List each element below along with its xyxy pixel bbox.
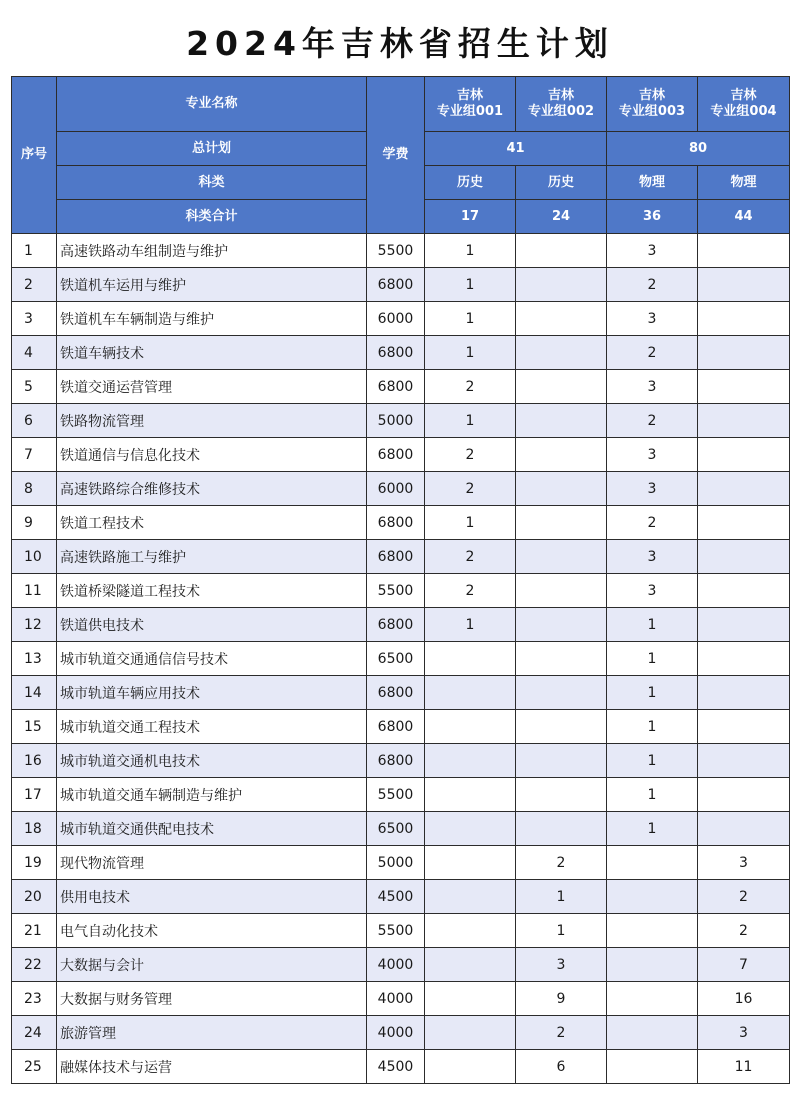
major-name: 现代物流管理 xyxy=(57,846,367,880)
group-1-count xyxy=(425,948,516,982)
group-3-count: 3 xyxy=(607,472,698,506)
table-row xyxy=(12,846,790,880)
tuition-fee: 6800 xyxy=(367,438,425,472)
tuition-fee: 6800 xyxy=(367,744,425,778)
group-4-count: 16 xyxy=(698,982,790,1016)
group-4-category: 物理 xyxy=(698,166,790,200)
row-number: 8 xyxy=(12,472,57,506)
group-1-count xyxy=(425,812,516,846)
table-row xyxy=(12,268,790,302)
group-3-count xyxy=(607,982,698,1016)
group-3-count: 3 xyxy=(607,438,698,472)
group-4-category-total: 44 xyxy=(698,200,790,234)
group-2-count xyxy=(516,676,607,710)
major-name: 供用电技术 xyxy=(57,880,367,914)
row-number: 16 xyxy=(12,744,57,778)
table-row xyxy=(12,1050,790,1084)
group-3-code: 专业组003 xyxy=(618,104,686,119)
row-number: 7 xyxy=(12,438,57,472)
major-name: 铁道机车车辆制造与维护 xyxy=(57,302,367,336)
group-3-count: 3 xyxy=(607,302,698,336)
table-row xyxy=(12,472,790,506)
major-name: 城市轨道交通机电技术 xyxy=(57,744,367,778)
row-number: 23 xyxy=(12,982,57,1016)
group-2-count xyxy=(516,404,607,438)
tuition-fee: 6000 xyxy=(367,472,425,506)
tuition-fee: 4000 xyxy=(367,982,425,1016)
group-3-count: 1 xyxy=(607,778,698,812)
group-1-category-total: 17 xyxy=(425,200,516,234)
table-row xyxy=(12,574,790,608)
table-row xyxy=(12,370,790,404)
group-1-count: 2 xyxy=(425,438,516,472)
major-name: 旅游管理 xyxy=(57,1016,367,1050)
group-1-count xyxy=(425,880,516,914)
group-4-count xyxy=(698,744,790,778)
table-row xyxy=(12,744,790,778)
tuition-fee: 6800 xyxy=(367,370,425,404)
table-row xyxy=(12,540,790,574)
table-row xyxy=(12,234,790,268)
group-2-category-total: 24 xyxy=(516,200,607,234)
row-number: 6 xyxy=(12,404,57,438)
group-2-count xyxy=(516,472,607,506)
tuition-fee: 4500 xyxy=(367,1050,425,1084)
row-number: 2 xyxy=(12,268,57,302)
header-group-1 xyxy=(425,77,516,132)
group-4-count: 11 xyxy=(698,1050,790,1084)
group-4-name: 吉林 xyxy=(730,88,757,103)
table-row xyxy=(12,438,790,472)
row-number: 21 xyxy=(12,914,57,948)
group-4-count xyxy=(698,302,790,336)
major-name: 高速铁路综合维修技术 xyxy=(57,472,367,506)
table-body xyxy=(12,234,790,1084)
row-number: 15 xyxy=(12,710,57,744)
major-name: 城市轨道交通供配电技术 xyxy=(57,812,367,846)
group-2-count xyxy=(516,642,607,676)
group-2-count xyxy=(516,744,607,778)
group-2-count xyxy=(516,710,607,744)
group-2-count xyxy=(516,268,607,302)
row-number: 17 xyxy=(12,778,57,812)
group-2-count xyxy=(516,812,607,846)
group-2-count xyxy=(516,302,607,336)
group-3-count xyxy=(607,914,698,948)
page-title: 2024年吉林省招生计划 xyxy=(186,24,614,63)
group-2-code: 专业组002 xyxy=(527,104,595,119)
group-3-count: 1 xyxy=(607,812,698,846)
major-name: 城市轨道交通通信信号技术 xyxy=(57,642,367,676)
table-row xyxy=(12,914,790,948)
group-4-count xyxy=(698,642,790,676)
group-1-count xyxy=(425,744,516,778)
major-name: 铁道通信与信息化技术 xyxy=(57,438,367,472)
row-number: 18 xyxy=(12,812,57,846)
group-4-count xyxy=(698,506,790,540)
row-number: 19 xyxy=(12,846,57,880)
group-4-count xyxy=(698,710,790,744)
major-name: 融媒体技术与运营 xyxy=(57,1050,367,1084)
group-1-count xyxy=(425,1016,516,1050)
row-number: 3 xyxy=(12,302,57,336)
group-2-count: 3 xyxy=(516,948,607,982)
group-1-count: 1 xyxy=(425,404,516,438)
group-3-count: 2 xyxy=(607,404,698,438)
tuition-fee: 5500 xyxy=(367,234,425,268)
group-2-count: 9 xyxy=(516,982,607,1016)
group-1-count xyxy=(425,710,516,744)
group-4-count xyxy=(698,540,790,574)
table-row xyxy=(12,812,790,846)
major-name: 高速铁路施工与维护 xyxy=(57,540,367,574)
group-3-category: 物理 xyxy=(607,166,698,200)
group-4-code: 专业组004 xyxy=(710,104,777,119)
group-3-count: 1 xyxy=(607,676,698,710)
tuition-fee: 6800 xyxy=(367,676,425,710)
header-total-plan: 总计划 xyxy=(57,132,367,166)
row-number: 24 xyxy=(12,1016,57,1050)
major-name: 大数据与会计 xyxy=(57,948,367,982)
group-4-count xyxy=(698,370,790,404)
group-3-count xyxy=(607,1050,698,1084)
total-history: 41 xyxy=(425,132,607,166)
group-3-count: 3 xyxy=(607,234,698,268)
header-fee: 学费 xyxy=(367,77,425,234)
group-2-count xyxy=(516,506,607,540)
tuition-fee: 6800 xyxy=(367,336,425,370)
group-3-count: 2 xyxy=(607,506,698,540)
group-3-count xyxy=(607,1016,698,1050)
tuition-fee: 6000 xyxy=(367,302,425,336)
tuition-fee: 6800 xyxy=(367,710,425,744)
enrollment-plan-table xyxy=(11,76,790,1084)
major-name: 城市轨道交通工程技术 xyxy=(57,710,367,744)
group-3-count: 2 xyxy=(607,336,698,370)
group-1-count: 2 xyxy=(425,540,516,574)
table-row xyxy=(12,880,790,914)
row-number: 20 xyxy=(12,880,57,914)
group-1-category: 历史 xyxy=(425,166,516,200)
major-name: 大数据与财务管理 xyxy=(57,982,367,1016)
group-3-category-total: 36 xyxy=(607,200,698,234)
group-2-count xyxy=(516,540,607,574)
header-group-3 xyxy=(607,77,698,132)
table-row xyxy=(12,982,790,1016)
group-1-code: 专业组001 xyxy=(436,104,504,119)
row-number: 25 xyxy=(12,1050,57,1084)
group-4-count xyxy=(698,336,790,370)
tuition-fee: 4000 xyxy=(367,948,425,982)
major-name: 城市轨道交通车辆制造与维护 xyxy=(57,778,367,812)
group-1-count: 1 xyxy=(425,302,516,336)
tuition-fee: 6800 xyxy=(367,540,425,574)
header-seq: 序号 xyxy=(12,77,57,234)
group-4-count: 2 xyxy=(698,914,790,948)
table-row xyxy=(12,642,790,676)
group-4-count xyxy=(698,472,790,506)
table-row xyxy=(12,302,790,336)
row-number: 22 xyxy=(12,948,57,982)
major-name: 铁道桥梁隧道工程技术 xyxy=(57,574,367,608)
table-row xyxy=(12,676,790,710)
major-name: 城市轨道车辆应用技术 xyxy=(57,676,367,710)
group-4-count: 3 xyxy=(698,846,790,880)
group-4-count xyxy=(698,574,790,608)
group-1-count: 1 xyxy=(425,506,516,540)
tuition-fee: 4000 xyxy=(367,1016,425,1050)
tuition-fee: 5500 xyxy=(367,574,425,608)
tuition-fee: 6800 xyxy=(367,506,425,540)
major-name: 铁道工程技术 xyxy=(57,506,367,540)
group-1-count: 2 xyxy=(425,574,516,608)
group-2-count xyxy=(516,574,607,608)
row-number: 4 xyxy=(12,336,57,370)
group-2-count xyxy=(516,370,607,404)
group-1-count xyxy=(425,1050,516,1084)
group-4-count xyxy=(698,404,790,438)
group-4-count xyxy=(698,608,790,642)
total-physics: 80 xyxy=(607,132,790,166)
table-row xyxy=(12,948,790,982)
group-2-category: 历史 xyxy=(516,166,607,200)
group-3-count xyxy=(607,948,698,982)
group-1-count xyxy=(425,778,516,812)
row-number: 10 xyxy=(12,540,57,574)
group-1-name: 吉林 xyxy=(456,88,483,103)
row-number: 13 xyxy=(12,642,57,676)
table-row xyxy=(12,778,790,812)
row-number: 14 xyxy=(12,676,57,710)
header-major-name: 专业名称 xyxy=(57,77,367,132)
tuition-fee: 6800 xyxy=(367,268,425,302)
group-2-count xyxy=(516,608,607,642)
group-4-count xyxy=(698,778,790,812)
major-name: 高速铁路动车组制造与维护 xyxy=(57,234,367,268)
group-2-count: 6 xyxy=(516,1050,607,1084)
tuition-fee: 6500 xyxy=(367,642,425,676)
group-1-count: 1 xyxy=(425,608,516,642)
tuition-fee: 6500 xyxy=(367,812,425,846)
header-category: 科类 xyxy=(57,166,367,200)
table-row xyxy=(12,1016,790,1050)
row-number: 9 xyxy=(12,506,57,540)
tuition-fee: 5500 xyxy=(367,778,425,812)
tuition-fee: 6800 xyxy=(367,608,425,642)
group-1-count xyxy=(425,914,516,948)
group-1-count xyxy=(425,846,516,880)
group-4-count: 3 xyxy=(698,1016,790,1050)
major-name: 铁道供电技术 xyxy=(57,608,367,642)
group-1-count xyxy=(425,676,516,710)
header-group-2 xyxy=(516,77,607,132)
group-4-count xyxy=(698,234,790,268)
group-3-count: 1 xyxy=(607,744,698,778)
row-number: 1 xyxy=(12,234,57,268)
row-number: 11 xyxy=(12,574,57,608)
major-name: 铁道机车运用与维护 xyxy=(57,268,367,302)
group-4-count xyxy=(698,812,790,846)
group-4-count: 7 xyxy=(698,948,790,982)
group-1-count: 2 xyxy=(425,472,516,506)
group-3-count: 3 xyxy=(607,574,698,608)
group-3-count xyxy=(607,880,698,914)
group-2-count xyxy=(516,336,607,370)
group-4-count xyxy=(698,438,790,472)
major-name: 铁路物流管理 xyxy=(57,404,367,438)
group-2-count xyxy=(516,778,607,812)
group-3-count: 1 xyxy=(607,642,698,676)
table-row xyxy=(12,506,790,540)
table-header xyxy=(12,77,790,234)
group-2-count: 1 xyxy=(516,880,607,914)
header-group-4 xyxy=(698,77,790,132)
major-name: 电气自动化技术 xyxy=(57,914,367,948)
row-number: 5 xyxy=(12,370,57,404)
group-1-count xyxy=(425,642,516,676)
group-3-count xyxy=(607,846,698,880)
table-row xyxy=(12,404,790,438)
group-1-count xyxy=(425,982,516,1016)
group-1-count: 1 xyxy=(425,268,516,302)
major-name: 铁道交通运营管理 xyxy=(57,370,367,404)
tuition-fee: 5500 xyxy=(367,914,425,948)
group-4-count xyxy=(698,676,790,710)
table-row xyxy=(12,710,790,744)
group-2-count xyxy=(516,438,607,472)
tuition-fee: 4500 xyxy=(367,880,425,914)
group-4-count xyxy=(698,268,790,302)
group-3-name: 吉林 xyxy=(638,88,665,103)
group-3-count: 1 xyxy=(607,710,698,744)
major-name: 铁道车辆技术 xyxy=(57,336,367,370)
tuition-fee: 5000 xyxy=(367,404,425,438)
group-3-count: 2 xyxy=(607,268,698,302)
group-1-count: 1 xyxy=(425,336,516,370)
group-2-name: 吉林 xyxy=(547,88,574,103)
row-number: 12 xyxy=(12,608,57,642)
group-2-count xyxy=(516,234,607,268)
group-1-count: 2 xyxy=(425,370,516,404)
tuition-fee: 5000 xyxy=(367,846,425,880)
group-4-count: 2 xyxy=(698,880,790,914)
group-3-count: 1 xyxy=(607,608,698,642)
group-2-count: 2 xyxy=(516,846,607,880)
table-row xyxy=(12,336,790,370)
group-3-count: 3 xyxy=(607,540,698,574)
table-row xyxy=(12,608,790,642)
group-2-count: 2 xyxy=(516,1016,607,1050)
group-3-count: 3 xyxy=(607,370,698,404)
group-2-count: 1 xyxy=(516,914,607,948)
header-category-total: 科类合计 xyxy=(57,200,367,234)
group-1-count: 1 xyxy=(425,234,516,268)
